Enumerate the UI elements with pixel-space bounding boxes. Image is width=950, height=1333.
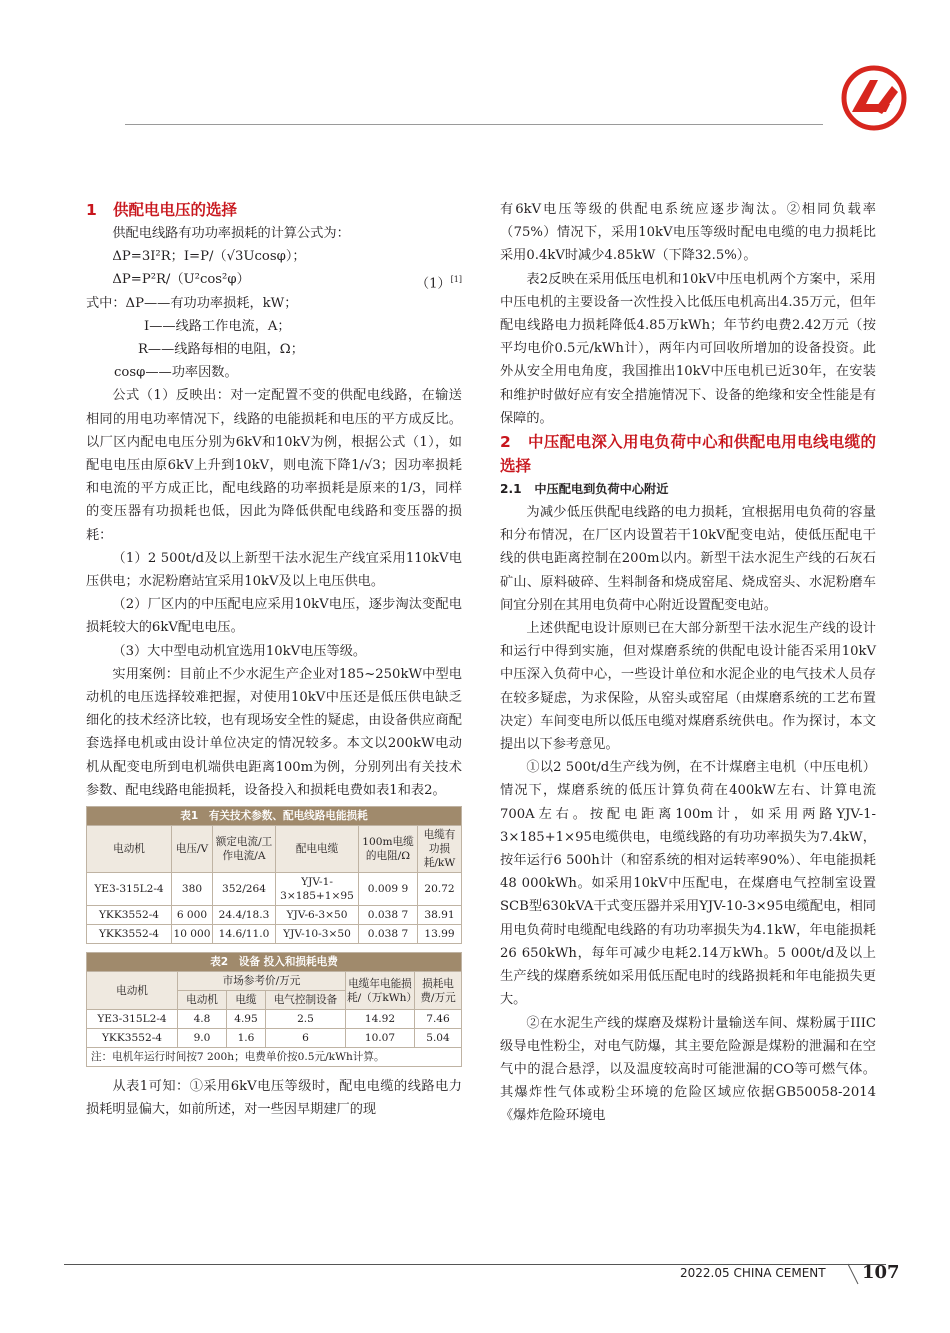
- list-item-2: （2）厂区内的中压配电应采用10kV电压，逐步淘汰变配电损耗较大的6kV配电电压。: [86, 597, 462, 636]
- table-2-header: 电缆年电能损耗/（万kWh）: [346, 972, 415, 1010]
- table-cell: 352/264: [213, 873, 276, 906]
- table-cell: YKK3552-4: [87, 1029, 178, 1048]
- table-cell: 7.46: [415, 1010, 462, 1029]
- table-cell: 13.99: [418, 925, 462, 944]
- def-current: I——线路工作电流，A；: [144, 318, 291, 334]
- table-2: [86, 952, 462, 1067]
- table-2-header: 损耗电费/万元: [415, 972, 462, 1010]
- table-row: [87, 925, 462, 944]
- page-number: 107: [862, 1262, 900, 1283]
- section-2-number: 2: [500, 433, 511, 452]
- equation-number: （1）: [415, 276, 451, 292]
- table-2-header-row: [87, 972, 462, 991]
- footer-divider-icon: [846, 1262, 860, 1286]
- equation-ref: [1]: [450, 275, 462, 285]
- table-cell: 14.92: [346, 1010, 415, 1029]
- table-2-subheader: 电气控制设备: [266, 991, 346, 1010]
- equation-line-2: [86, 268, 462, 291]
- table-cell: 6 000: [172, 906, 213, 925]
- table-cell: 2.5: [266, 1010, 346, 1029]
- equation-line-1: ΔP=3I²R；I=P/（√3Ucosφ）；: [112, 249, 306, 265]
- table-cell: 0.009 9: [359, 873, 418, 906]
- paragraph-coal-mill-design: 上述供配电设计原则已在大部分新型干法水泥生产线的设计和运行中得到实施，但对煤磨系统的供配电设计能否采用10kV中压深入负荷中心，一些设计单位和水泥企业的电气技术人员存在较多疑虑，为求保险，从窑头或窑尾（由煤磨系统的工艺布置决定）车间变电所以低压电缆对煤磨系统供电。作为探讨，本文提出以下参考意见。: [500, 621, 876, 753]
- paragraph-example-2500t: ①以2 500t/d生产线为例，在不计煤磨主电机（中压电机）情况下，煤磨系统的低压计算负荷在400kW左右、计算电流700A左右。按配电距离100m计，如采用两路YJV-1-3×185+1×95电缆供电，电缆线路的有功功率损失为7.4kW，按年运行6 500h计（和窑系统的相对运转率90%）、年电能损耗48 000kWh。如采用10kV中压配电，在煤磨电气控制室设置SCB型630kVA干式变压器并采用YJV-10-3×95电缆配电，相同用电负荷时电缆配电线路的有功功率损失为4.1kW，年电能损耗26 650kWh，每年可减少电耗2.14万kWh。5 000t/d及以上生产线的煤磨系统如采用低压配电时的线路损耗和年电能损失更大。: [500, 760, 876, 1008]
- section-1-heading: [86, 198, 462, 222]
- section-1-number: 1: [86, 201, 97, 219]
- table-cell: 38.91: [418, 906, 462, 925]
- equation-tag: [390, 268, 463, 296]
- table-1-header: 电动机: [87, 826, 172, 873]
- equation-2: ΔP=P²R/（U²cos²φ）: [112, 272, 250, 288]
- table-1: [86, 806, 462, 944]
- table-cell: 10 000: [172, 925, 213, 944]
- paragraph-explosion-hazard: ②在水泥生产线的煤磨及煤粉计量输送车间、煤粉属于IIIC级导电性粉尘，对电气防爆，其主要危险源是煤粉的泄漏和在空气中的混合悬浮，以及温度较高时可能泄漏的CO等可燃气体。其爆炸性气体或粉尘环境的危险区域应依据GB50058-2014《爆炸危险环境电: [500, 1015, 876, 1124]
- table-cell: YKK3552-4: [87, 906, 172, 925]
- left-column: [86, 198, 462, 1121]
- footer-rule: [64, 1264, 886, 1265]
- table-2-note: 注：电机年运行时间按7 200h；电费单价按0.5元/kWh计算。: [87, 1048, 462, 1067]
- table-cell: 380: [172, 873, 213, 906]
- table-1-header: 电压/V: [172, 826, 213, 873]
- table-cell: 0.038 7: [359, 925, 418, 944]
- table-cell: 10.07: [346, 1029, 415, 1048]
- section-2-title: 中压配电深入用电负荷中心和供配电用电线电缆的选择: [500, 433, 876, 476]
- table-1-caption: 表1 有关技术参数、配电线路电能损耗: [87, 807, 462, 826]
- table-2-header: 电动机: [87, 972, 178, 1010]
- table-1-header: 电缆有功损耗/kW: [418, 826, 462, 873]
- table-cell: YJV-1-3×185+1×95: [276, 873, 359, 906]
- table-cell: 9.0: [178, 1029, 227, 1048]
- table-cell: 0.038 7: [359, 906, 418, 925]
- table-cell: 20.72: [418, 873, 462, 906]
- table-cell: YE3-315L2-4: [87, 873, 172, 906]
- table-cell: YJV-6-3×50: [276, 906, 359, 925]
- table-1-header-row: [87, 826, 462, 873]
- table-cell: 14.6/11.0: [213, 925, 276, 944]
- table-cell: YJV-10-3×50: [276, 925, 359, 944]
- table-note-row: [87, 1048, 462, 1067]
- paragraph-table-2-analysis: 表2反映在采用低压电机和10kV中压电机两个方案中，采用中压电机的主要设备一次性投入比低压电机高出4.35万元，但年配电线路电力损耗降低4.85万kWh；年节约电费2.42万元（按平均电价0.5元/kWh计），两年内可回收所增加的设备投资。此外从安全用电角度，我国推出10kV中压电机已近30年，在安装和维护时做好应有安全措施情况下、设备的绝缘和安全性能是有保障的。: [500, 271, 876, 426]
- table-cell: 6: [266, 1029, 346, 1048]
- table-1-header: 额定电流/工作电流/A: [213, 826, 276, 873]
- table-cell: 4.95: [227, 1010, 266, 1029]
- paragraph-formula-explanation: 公式（1）反映出：对一定配置不变的供配电线路，在输送相同的用电功率情况下，线路的电能损耗和电压的平方成反比。以厂区内配电电压分别为6kV和10kV为例，根据公式（1），如配电电压由原6kV上升到10kV，则电流下降1/√3；因功率损耗和电流的平方成正比，配电线路的功率损耗是原来的1/3，同样的变压器有功损耗也低，因此为降低供配电线路和变压器的损耗：: [86, 388, 462, 543]
- paragraph-case-study: 实用案例：目前止不少水泥生产企业对185~250kW中型电动机的电压选择较难把握，对使用10kV中压还是低压供电缺乏细化的技术经济比较，也有现场安全性的疑虑，由设备供应商配套选择电机或由设计单位决定的情况较多。本文以200kW电动机从配变电所到电机端供电距离100m为例，分别列出有关技术参数、配电线路电能损耗，设备投入和损耗电费如表1和表2。: [86, 666, 462, 798]
- table-1-header: 100m电缆的电阻/Ω: [359, 826, 418, 873]
- section-2-1-title: 中压配电到负荷中心附近: [534, 482, 669, 497]
- table-2-subheader: 电动机: [178, 991, 227, 1010]
- table-cell: 4.8: [178, 1010, 227, 1029]
- def-delta-p: 式中：ΔP——有功功率损耗，kW；: [86, 295, 298, 311]
- table-cell: 5.04: [415, 1029, 462, 1048]
- list-item-1: （1）2 500t/d及以上新型干法水泥生产线宜采用110kV电压供电；水泥粉磨站宜采用10kV及以上电压供电。: [86, 550, 462, 590]
- table-row: [87, 906, 462, 925]
- table-cell: 24.4/18.3: [213, 906, 276, 925]
- list-item-3: （3）大中型电动机宜选用10kV电压等级。: [112, 643, 367, 659]
- header-rule: [125, 124, 823, 125]
- company-logo-icon: [840, 64, 908, 132]
- def-power-factor: cosφ——功率因数。: [114, 365, 238, 381]
- footer-issue: [680, 1266, 826, 1280]
- table-2-caption: 表2 设备 投入和损耗电费: [87, 953, 462, 972]
- def-resistance: R——线路每相的电阻，Ω；: [138, 342, 304, 358]
- intro-text: 供配电线路有功功率损耗的计算公式为：: [112, 226, 350, 241]
- section-2-1-number: 2.1: [500, 482, 522, 497]
- paragraph-load-center: 为减少低压供配电线路的电力损耗，宜根据用电负荷的容量和分布情况，在厂区内设置若干10kV配变电站，使低压配电干线的供电距离控制在200m以内。新型干法水泥生产线的石灰石矿山、原料破碎、生料制备和烧成窑尾、烧成窑头、水泥粉磨车间宜分别在其用电负荷中心附近设置配变电站。: [500, 505, 876, 613]
- table-2-header: 市场参考价/万元: [178, 972, 346, 991]
- paragraph-table-1-analysis: 从表1可知：①采用6kV电压等级时，配电电缆的线路电力损耗明显偏大，如前所述，对一些因早期建厂的现: [86, 1079, 462, 1118]
- journal-name: CHINA CEMENT: [733, 1266, 826, 1280]
- right-column: [500, 198, 876, 1128]
- section-2-1-heading: [500, 478, 876, 501]
- table-row: [87, 1010, 462, 1029]
- section-2-heading: [500, 430, 876, 478]
- table-row: [87, 1029, 462, 1048]
- table-row: [87, 873, 462, 906]
- section-1-title: 供配电电压的选择: [113, 201, 238, 219]
- table-cell: YE3-315L2-4: [87, 1010, 178, 1029]
- paragraph-continued: 有6kV电压等级的供配电系统应逐步淘汰。②相同负载率（75%）情况下，采用10kV电压等级时配电电缆的电力损耗比采用0.4kV时减少4.85kW（下降32.5%）。: [500, 202, 876, 264]
- table-cell: 1.6: [227, 1029, 266, 1048]
- table-1-header: 配电电缆: [276, 826, 359, 873]
- issue-date: 2022.05: [680, 1266, 730, 1280]
- table-cell: YKK3552-4: [87, 925, 172, 944]
- table-2-subheader: 电缆: [227, 991, 266, 1010]
